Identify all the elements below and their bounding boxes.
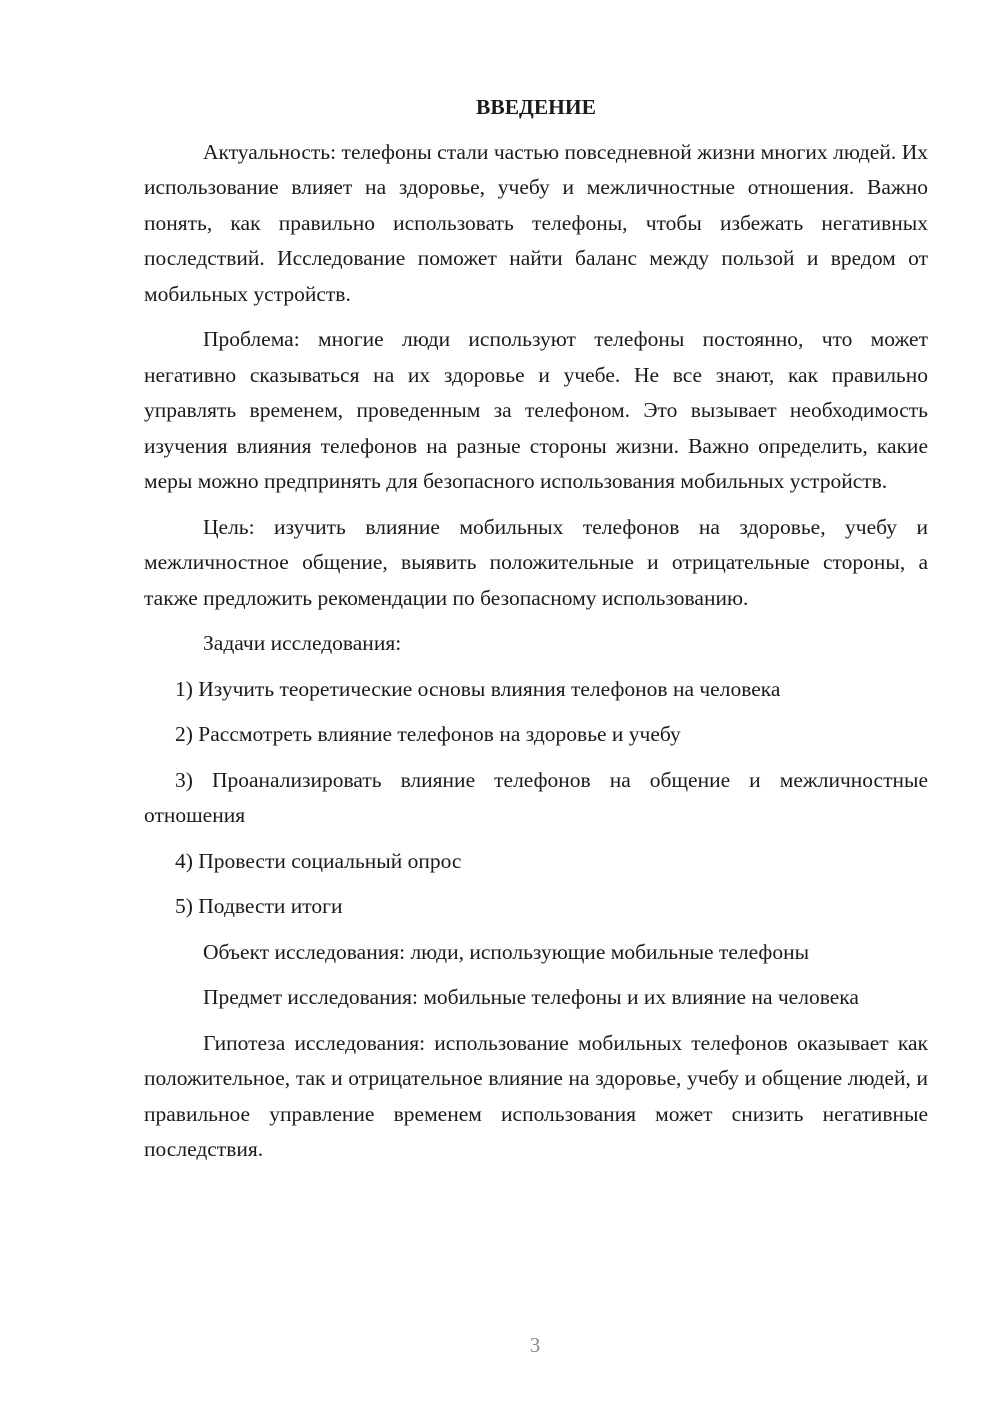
problem-paragraph: Проблема: многие люди используют телефоны постоянно, что может негативно сказываться на их здоровье и учебе. Не все знают, как правильно управлять временем, проведенным за телефоном. Это вызывает необходимость изучения влияния телефонов на разные стороны жизни. Важно определить, какие меры можно предпринять для безопасного использования мобильных устройств. bbox=[144, 327, 928, 493]
task-item-4: 4) Провести социальный опрос bbox=[175, 848, 462, 873]
relevance-paragraph: Актуальность: телефоны стали частью повседневной жизни многих людей. Их использование влияет на здоровье, учебу и межличностные отношения. Важно понять, как правильно использовать телефоны, чтобы избежать негативных последствий. Исследование поможет найти баланс между пользой и вредом от мобильных устройств. bbox=[144, 139, 928, 306]
object-paragraph: Объект исследования: люди, использующие мобильные телефоны bbox=[203, 939, 810, 964]
tasks-heading: Задачи исследования: bbox=[203, 631, 402, 655]
goal-paragraph: Цель: изучить влияние мобильных телефонов на здоровье, учебу и межличностное общение, выявить положительные и отрицательные стороны, а также предложить рекомендации по безопасному использованию. bbox=[144, 514, 928, 610]
page-number: 3 bbox=[529, 1333, 541, 1357]
document-page bbox=[144, 90, 928, 1178]
task-item-5: 5) Подвести итоги bbox=[175, 894, 343, 918]
task-item-3: 3) Проанализировать влияние телефонов на общение и межличностные отношения bbox=[144, 767, 928, 827]
task-item-1: 1) Изучить теоретические основы влияния телефонов на человека bbox=[175, 676, 781, 701]
hypothesis-paragraph: Гипотеза исследования: использование мобильных телефонов оказывает как положительное, так и отрицательное влияние на здоровье, учебу и общение людей, и правильное управление временем использования может снизить негативные последствия. bbox=[144, 1030, 928, 1161]
page-title: ВВЕДЕНИЕ bbox=[476, 95, 596, 119]
task-item-2: 2) Рассмотреть влияние телефонов на здоровье и учебу bbox=[175, 722, 681, 746]
subject-paragraph: Предмет исследования: мобильные телефоны и их влияние на человека bbox=[203, 985, 859, 1009]
